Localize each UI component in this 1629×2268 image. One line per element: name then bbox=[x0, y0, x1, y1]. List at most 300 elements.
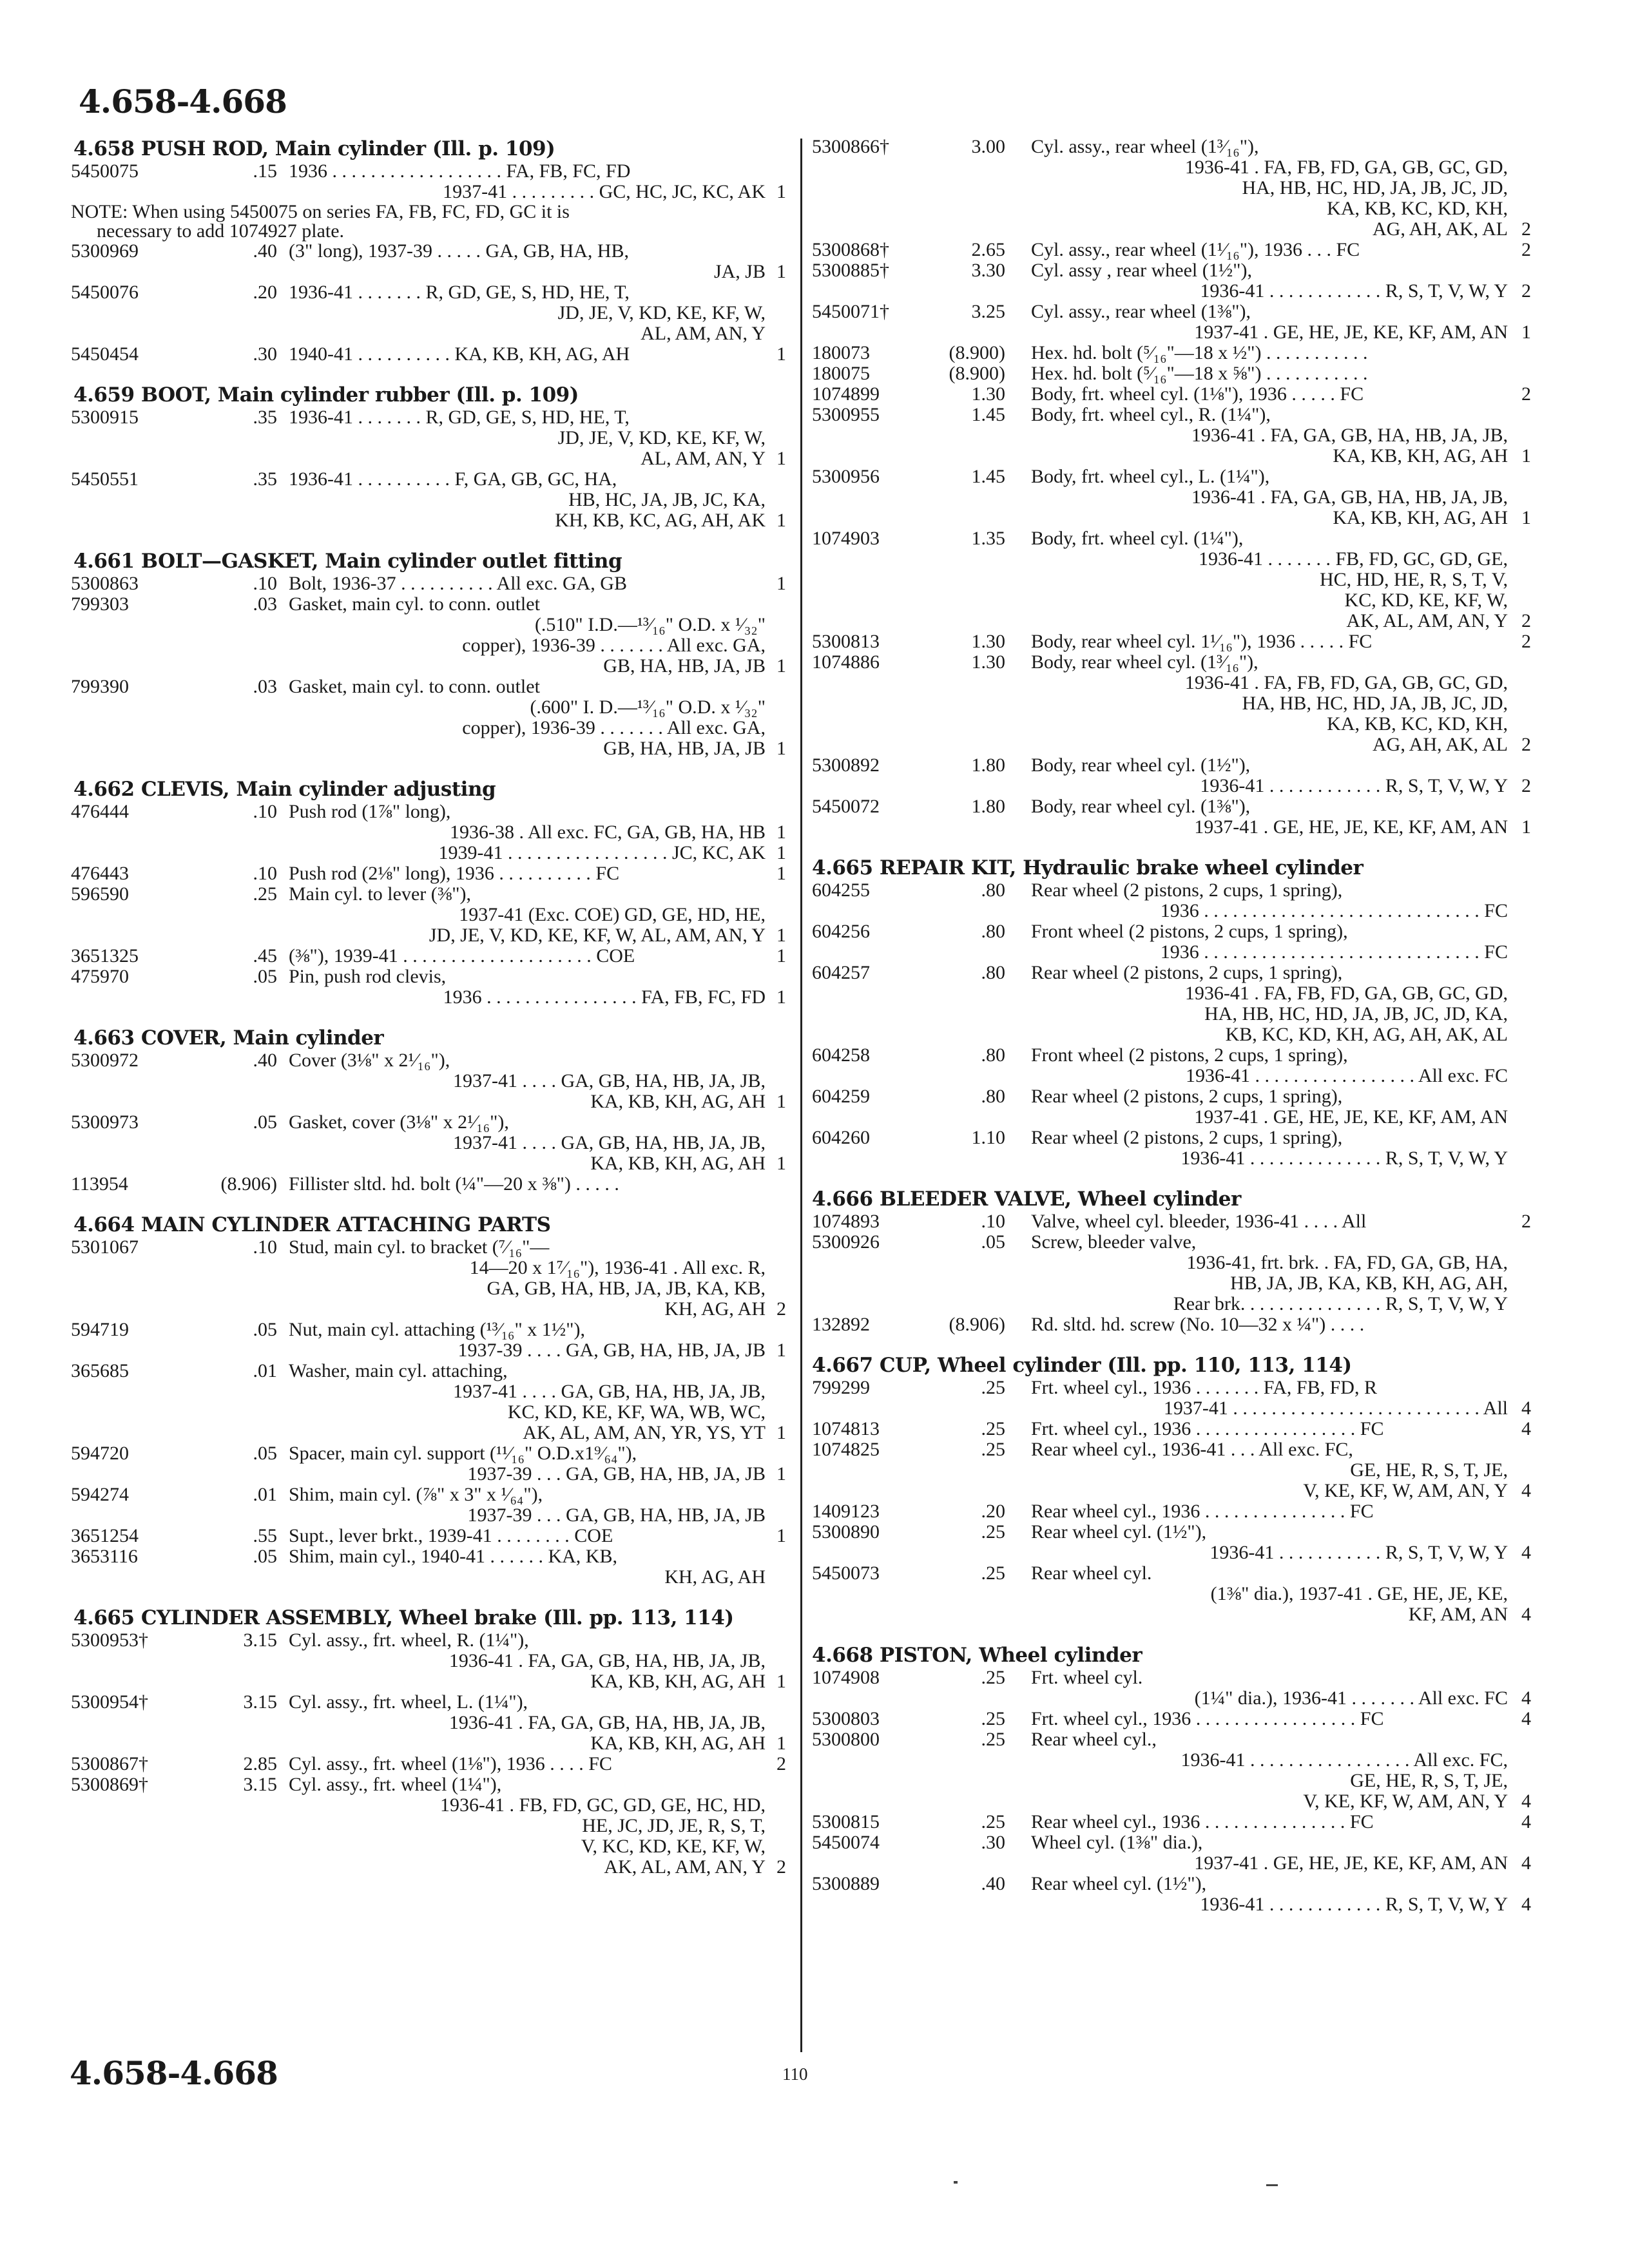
section bbox=[71, 1213, 786, 1588]
price: 1.80 bbox=[971, 796, 1005, 817]
description-line: Rear wheel cyl., 1936 . . . . . . . . . . . . . . . FC bbox=[1031, 1501, 1374, 1522]
list-item bbox=[812, 405, 1534, 466]
part-number: 5300954† bbox=[71, 1691, 148, 1713]
list-item bbox=[812, 1232, 1534, 1314]
description-line: JD, JE, V, KD, KE, KF, W, AL, AM, AN, Y bbox=[429, 925, 766, 946]
part-number: 604259 bbox=[812, 1086, 870, 1107]
quantity: 1 bbox=[776, 842, 786, 863]
list-item bbox=[812, 1211, 1534, 1232]
part-number: 1074825 bbox=[812, 1439, 880, 1460]
description-line: Cyl. assy., frt. wheel, R. (1¼"), bbox=[289, 1629, 529, 1651]
description-line: Hex. hd. bolt (⁵⁄₁₆"—18 x ½") . . . . . . . . . . . bbox=[1031, 342, 1368, 363]
description bbox=[289, 241, 766, 282]
list-item bbox=[812, 1563, 1534, 1625]
description bbox=[289, 1237, 766, 1320]
quantity: 1 bbox=[776, 510, 786, 531]
section-gap bbox=[71, 1008, 786, 1026]
description bbox=[1031, 1211, 1508, 1232]
description-line: Frt. wheel cyl., 1936 . . . . . . . FA, FB, FD, R bbox=[1031, 1377, 1377, 1398]
section-gap bbox=[71, 1195, 786, 1213]
quantity: 1 bbox=[776, 573, 786, 594]
list-item bbox=[71, 1320, 786, 1361]
description-line: 1936-41 . FA, GA, GB, HA, HB, JA, JB, bbox=[448, 1650, 766, 1671]
price: (8.906) bbox=[949, 1314, 1005, 1335]
description-line: Fillister sltd. hd. bolt (¼"—20 x ⅜") . . . . . bbox=[289, 1173, 619, 1195]
quantity: 1 bbox=[776, 181, 786, 202]
description-line: 1937-39 . . . GA, GB, HA, HB, JA, JB bbox=[467, 1463, 766, 1485]
part-number: 5300969 bbox=[71, 240, 139, 262]
description-line: Rear wheel (2 pistons, 2 cups, 1 spring), bbox=[1031, 1127, 1343, 1148]
part-number: 5300869† bbox=[71, 1774, 148, 1795]
section-header: 4.663 COVER, Main cylinder bbox=[73, 1026, 384, 1050]
part-number: 5300889 bbox=[812, 1873, 880, 1894]
section bbox=[71, 549, 786, 759]
list-item bbox=[71, 1237, 786, 1320]
page-title: 4.658-4.668 bbox=[79, 82, 287, 120]
list-item bbox=[71, 1754, 786, 1774]
description bbox=[289, 1630, 766, 1692]
list-item bbox=[71, 863, 786, 884]
description-line: Washer, main cyl. attaching, bbox=[289, 1360, 508, 1381]
section bbox=[812, 856, 1534, 1169]
quantity: 1 bbox=[776, 1422, 786, 1443]
description-line: Rear wheel cyl., bbox=[1031, 1729, 1157, 1750]
section-header: 4.661 BOLT—GASKET, Main cylinder outlet fitting bbox=[73, 550, 622, 573]
section-header: 4.664 MAIN CYLINDER ATTACHING PARTS bbox=[73, 1213, 551, 1236]
description-line: Valve, wheel cyl. bleeder, 1936-41 . . . . All bbox=[1031, 1211, 1367, 1232]
description-line: Body, frt. wheel cyl. (1¼"), bbox=[1031, 528, 1244, 549]
price: 3.30 bbox=[971, 260, 1005, 281]
section-gap bbox=[71, 365, 786, 383]
list-item bbox=[812, 1709, 1534, 1729]
part-number: 5300892 bbox=[812, 754, 880, 776]
description-line: Body, frt. wheel cyl., R. (1¼"), bbox=[1031, 404, 1271, 425]
list-item bbox=[71, 1546, 786, 1588]
list-item bbox=[812, 1832, 1534, 1874]
quantity: 2 bbox=[776, 1298, 786, 1320]
description bbox=[289, 1443, 766, 1485]
description-line: HA, HB, HC, HD, JA, JB, JC, JD, KA, bbox=[1204, 1003, 1508, 1024]
quantity: 1 bbox=[776, 822, 786, 843]
price: (8.900) bbox=[949, 363, 1005, 384]
description-line: 1936-41 . FA, GA, GB, HA, HB, JA, JB, bbox=[448, 1712, 766, 1733]
description-line: 1937-41 . GE, HE, JE, KE, KF, AM, AN bbox=[1194, 322, 1508, 343]
scan-speck bbox=[1266, 2184, 1278, 2186]
description-line: GA, GB, HA, HB, JA, JB, KA, KB, bbox=[487, 1278, 766, 1299]
description bbox=[289, 407, 766, 469]
list-item bbox=[812, 466, 1534, 528]
description-line: 1936 . . . . . . . . . . . . . . . . FA, FB, FC, FD bbox=[443, 986, 766, 1008]
description bbox=[289, 1774, 766, 1878]
price: .45 bbox=[253, 945, 277, 966]
list-item bbox=[812, 1501, 1534, 1522]
quantity: 1 bbox=[776, 1671, 786, 1692]
quantity: 4 bbox=[1521, 1791, 1531, 1812]
description-line: HB, HC, JA, JB, JC, KA, bbox=[568, 489, 766, 510]
description-line: 1936-41 . FA, FB, FD, GA, GB, GC, GD, bbox=[1184, 157, 1508, 178]
description-line: Rear wheel cyl., 1936 . . . . . . . . . . . . . . . FC bbox=[1031, 1811, 1374, 1832]
price: .25 bbox=[981, 1418, 1005, 1439]
part-number: 604260 bbox=[812, 1127, 870, 1148]
part-number: 5450551 bbox=[71, 468, 139, 490]
part-number: 476443 bbox=[71, 863, 129, 884]
description-line: 1937-41 . GE, HE, JE, KE, KF, AM, AN bbox=[1194, 816, 1508, 838]
list-item bbox=[812, 1314, 1534, 1335]
part-number: 799303 bbox=[71, 593, 129, 615]
description bbox=[1031, 343, 1508, 363]
part-number: 5450071† bbox=[812, 301, 889, 322]
description-line: 14—20 x 1⁷⁄₁₆"), 1936-41 . All exc. R, bbox=[469, 1257, 766, 1278]
description-line: Body, frt. wheel cyl., L. (1¼"), bbox=[1031, 466, 1270, 487]
part-number: 180075 bbox=[812, 363, 870, 384]
quantity: 2 bbox=[1521, 239, 1531, 260]
list-item bbox=[812, 755, 1534, 796]
part-number: 604258 bbox=[812, 1044, 870, 1066]
description-line: KA, KB, KH, AG, AH bbox=[1333, 507, 1508, 528]
description-line: 1936-41 . FA, FB, FD, GA, GB, GC, GD, bbox=[1184, 672, 1508, 693]
description-line: Rear wheel cyl. (1½"), bbox=[1031, 1521, 1207, 1542]
description-line: Rear brk. . . . . . . . . . . . . . . R, S, T, V, W, Y bbox=[1173, 1293, 1508, 1314]
description bbox=[1031, 921, 1508, 963]
description-line: copper), 1936-39 . . . . . . . All exc. GA, bbox=[462, 717, 766, 738]
price: .15 bbox=[253, 160, 277, 182]
section-header: 4.665 REPAIR KIT, Hydraulic brake wheel cylinder bbox=[812, 856, 1364, 879]
description-line: Bolt, 1936-37 . . . . . . . . . . All exc. GA, GB bbox=[289, 573, 627, 594]
quantity: 4 bbox=[1521, 1418, 1531, 1439]
description bbox=[289, 1050, 766, 1112]
description-line: KA, KB, KH, AG, AH bbox=[590, 1671, 766, 1692]
part-number: 1409123 bbox=[812, 1501, 880, 1522]
description-line: AG, AH, AK, AL bbox=[1372, 218, 1508, 240]
part-number: 1074899 bbox=[812, 383, 880, 405]
description bbox=[289, 884, 766, 946]
quantity: 1 bbox=[776, 1340, 786, 1361]
list-item bbox=[71, 677, 786, 759]
description bbox=[1031, 796, 1508, 838]
price: .40 bbox=[253, 1050, 277, 1071]
description-line: Screw, bleeder valve, bbox=[1031, 1231, 1197, 1253]
description-line: 1936-41 . . . . . . . . . . . . R, S, T, V, W, Y bbox=[1200, 280, 1508, 302]
list-item bbox=[812, 240, 1534, 260]
price: .35 bbox=[253, 468, 277, 490]
description bbox=[289, 594, 766, 677]
part-number: 5450072 bbox=[812, 796, 880, 817]
section bbox=[812, 137, 1534, 838]
description bbox=[1031, 1667, 1508, 1709]
quantity: 1 bbox=[776, 261, 786, 282]
description-line: Cyl. assy., rear wheel (1³⁄₁₆"), bbox=[1031, 136, 1259, 157]
note-line: necessary to add 1074927 plate. bbox=[97, 220, 345, 242]
quantity: 1 bbox=[776, 448, 786, 469]
description-line: Shim, main cyl. (⅞" x 3" x ¹⁄₆₄"), bbox=[289, 1484, 543, 1505]
description-line: Shim, main cyl., 1940-41 . . . . . . KA, KB, bbox=[289, 1546, 617, 1567]
description-line: 1936-41, frt. brk. . FA, FD, GA, GB, HA, bbox=[1186, 1252, 1508, 1273]
description bbox=[289, 573, 766, 594]
part-number: 604256 bbox=[812, 921, 870, 942]
list-item bbox=[71, 282, 786, 344]
price: .25 bbox=[981, 1708, 1005, 1729]
list-item bbox=[71, 1443, 786, 1485]
part-number: 1074886 bbox=[812, 651, 880, 673]
price: .05 bbox=[253, 966, 277, 987]
description-line: 1937-39 . . . . GA, GB, HA, HB, JA, JB bbox=[458, 1340, 766, 1361]
quantity: 1 bbox=[776, 1091, 786, 1112]
description-line: JD, JE, V, KD, KE, KF, W, bbox=[557, 427, 766, 448]
description-line: V, KE, KF, W, AM, AN, Y bbox=[1303, 1791, 1508, 1812]
description-line: Frt. wheel cyl., 1936 . . . . . . . . . . . . . . . . . FC bbox=[1031, 1708, 1384, 1729]
description bbox=[1031, 528, 1508, 631]
description bbox=[1031, 1045, 1508, 1086]
description bbox=[1031, 1832, 1508, 1874]
part-number: 5300953† bbox=[71, 1629, 148, 1651]
description bbox=[1031, 1314, 1508, 1335]
description-line: Front wheel (2 pistons, 2 cups, 1 spring), bbox=[1031, 921, 1348, 942]
price: .05 bbox=[253, 1111, 277, 1133]
description-line: Gasket, main cyl. to conn. outlet bbox=[289, 676, 540, 697]
price: .25 bbox=[981, 1521, 1005, 1542]
list-item bbox=[812, 1667, 1534, 1709]
part-number: 5450074 bbox=[812, 1832, 880, 1853]
description bbox=[1031, 1439, 1508, 1501]
part-number: 1074903 bbox=[812, 528, 880, 549]
description bbox=[1031, 1563, 1508, 1625]
list-item bbox=[812, 1812, 1534, 1832]
list-item bbox=[812, 363, 1534, 384]
description-line: Rear wheel cyl. (1½"), bbox=[1031, 1873, 1207, 1894]
description-line: JD, JE, V, KD, KE, KF, W, bbox=[557, 302, 766, 323]
price: .10 bbox=[253, 573, 277, 594]
part-number: 132892 bbox=[812, 1314, 870, 1335]
description-line: (1⅜" dia.), 1937-41 . GE, HE, JE, KE, bbox=[1210, 1583, 1508, 1604]
quantity: 1 bbox=[776, 986, 786, 1008]
description-line: Rear wheel cyl. bbox=[1031, 1562, 1152, 1584]
list-item bbox=[71, 1774, 786, 1878]
quantity: 1 bbox=[776, 343, 786, 365]
quantity: 4 bbox=[1521, 1894, 1531, 1915]
price: 1.35 bbox=[971, 528, 1005, 549]
part-number: 113954 bbox=[71, 1173, 128, 1195]
part-number: 5300866† bbox=[812, 136, 889, 157]
price: .25 bbox=[981, 1729, 1005, 1750]
description-line: Rear wheel (2 pistons, 2 cups, 1 spring), bbox=[1031, 962, 1343, 983]
price: .25 bbox=[981, 1377, 1005, 1398]
section bbox=[812, 1353, 1534, 1625]
description-line: 1939-41 . . . . . . . . . . . . . . . . . JC, KC, AK bbox=[438, 842, 766, 863]
description-line: Cyl. assy., rear wheel (1¹⁄₁₆"), 1936 . . . FC bbox=[1031, 239, 1360, 260]
part-number: 3651254 bbox=[71, 1525, 139, 1546]
part-number: 594720 bbox=[71, 1443, 129, 1464]
list-item bbox=[71, 469, 786, 531]
description-line: 1937-41 . . . . GA, GB, HA, HB, JA, JB, bbox=[452, 1070, 766, 1091]
description-line: GB, HA, HB, JA, JB bbox=[603, 655, 766, 677]
description-line: 1937-39 . . . GA, GB, HA, HB, JA, JB bbox=[467, 1504, 766, 1526]
part-number: 5300863 bbox=[71, 573, 139, 594]
quantity: 4 bbox=[1521, 1398, 1531, 1419]
description-line: Gasket, cover (3⅛" x 2¹⁄₁₆"), bbox=[289, 1111, 509, 1133]
description-line: Main cyl. to lever (⅜"), bbox=[289, 883, 471, 905]
price: .10 bbox=[253, 801, 277, 822]
price: 1.30 bbox=[971, 383, 1005, 405]
price: .80 bbox=[981, 921, 1005, 942]
description bbox=[1031, 1419, 1508, 1439]
section-gap bbox=[812, 1335, 1534, 1353]
description-line: 1936 . . . . . . . . . . . . . . . . . . . . . . . . . . . . . FC bbox=[1160, 900, 1508, 921]
part-number: 5300973 bbox=[71, 1111, 139, 1133]
price: .03 bbox=[253, 593, 277, 615]
quantity: 1 bbox=[776, 863, 786, 884]
description bbox=[289, 677, 766, 759]
part-number: 5300813 bbox=[812, 631, 880, 652]
quantity: 4 bbox=[1521, 1852, 1531, 1874]
quantity: 4 bbox=[1521, 1811, 1531, 1832]
price: 2.65 bbox=[971, 239, 1005, 260]
list-item bbox=[71, 884, 786, 946]
quantity: 2 bbox=[1521, 610, 1531, 631]
quantity: 1 bbox=[776, 738, 786, 759]
price: 3.00 bbox=[971, 136, 1005, 157]
description-line: KH, AG, AH bbox=[664, 1566, 766, 1588]
list-item bbox=[812, 302, 1534, 343]
description-line: Rear wheel (2 pistons, 2 cups, 1 spring), bbox=[1031, 1086, 1343, 1107]
description-line: Cyl. assy., rear wheel (1⅜"), bbox=[1031, 301, 1251, 322]
quantity: 4 bbox=[1521, 1708, 1531, 1729]
quantity: 4 bbox=[1521, 1604, 1531, 1625]
description-line: GE, HE, R, S, T, JE, bbox=[1350, 1459, 1508, 1481]
part-number: 594274 bbox=[71, 1484, 129, 1505]
description-line: 1936-41 . . . . . . . R, GD, GE, S, HD, HE, T, bbox=[289, 407, 630, 428]
price: .25 bbox=[981, 1811, 1005, 1832]
price: 1.30 bbox=[971, 651, 1005, 673]
description bbox=[289, 1485, 766, 1526]
description-line: Supt., lever brkt., 1939-41 . . . . . . . . COE bbox=[289, 1525, 613, 1546]
part-number: 476444 bbox=[71, 801, 129, 822]
description-line: V, KE, KF, W, AM, AN, Y bbox=[1303, 1480, 1508, 1501]
price: .03 bbox=[253, 676, 277, 697]
price: (8.906) bbox=[220, 1173, 277, 1195]
description-line: 1936-41 . FA, GA, GB, HA, HB, JA, JB, bbox=[1191, 486, 1508, 508]
quantity: 1 bbox=[776, 1153, 786, 1174]
part-number: 180073 bbox=[812, 342, 870, 363]
part-number: 604257 bbox=[812, 962, 870, 983]
price: .40 bbox=[253, 240, 277, 262]
description-line: HA, HB, HC, HD, JA, JB, JC, JD, bbox=[1242, 177, 1508, 198]
section-header: 4.658 PUSH ROD, Main cylinder (Ill. p. 109) bbox=[73, 137, 555, 160]
part-number: 475970 bbox=[71, 966, 129, 987]
description-line: (1¼" dia.), 1936-41 . . . . . . . All exc. FC bbox=[1194, 1687, 1508, 1709]
description bbox=[1031, 405, 1508, 466]
price: .05 bbox=[253, 1546, 277, 1567]
description-line: 1936-41 . . . . . . . . . . . R, S, T, V, W, Y bbox=[1210, 1542, 1508, 1563]
description-line: KF, AM, AN bbox=[1408, 1604, 1508, 1625]
part-number: 1074813 bbox=[812, 1418, 880, 1439]
list-item bbox=[71, 966, 786, 1008]
description-line: 1937-41 . . . . . . . . . . . . . . . . . . . . . . . . . . All bbox=[1163, 1398, 1508, 1419]
price: 3.15 bbox=[243, 1774, 277, 1795]
description-line: Body, frt. wheel cyl. (1⅛"), 1936 . . . . . FC bbox=[1031, 383, 1364, 405]
part-number: 3653116 bbox=[71, 1546, 138, 1567]
description bbox=[1031, 631, 1508, 652]
price: 1.30 bbox=[971, 631, 1005, 652]
list-item bbox=[71, 1050, 786, 1112]
list-item bbox=[71, 1630, 786, 1692]
description-line: HE, JC, JD, JE, R, S, T, bbox=[582, 1815, 766, 1836]
section-gap bbox=[812, 1625, 1534, 1643]
section bbox=[71, 1606, 786, 1878]
price: .10 bbox=[253, 1236, 277, 1258]
price: .05 bbox=[253, 1443, 277, 1464]
description bbox=[289, 1754, 766, 1774]
list-item bbox=[71, 344, 786, 365]
description-line: KA, KB, KH, AG, AH bbox=[1333, 445, 1508, 466]
description-line: 1936-41 . FA, FB, FD, GA, GB, GC, GD, bbox=[1184, 983, 1508, 1004]
list-item bbox=[812, 1522, 1534, 1563]
list-item bbox=[71, 407, 786, 469]
note-line: NOTE: When using 5450075 on series FA, FB, FC, FD, GC it is bbox=[71, 201, 570, 222]
description-line: copper), 1936-39 . . . . . . . All exc. GA, bbox=[462, 635, 766, 656]
description-line: KA, KB, KH, AG, AH bbox=[590, 1733, 766, 1754]
price: 1.45 bbox=[971, 404, 1005, 425]
list-item bbox=[71, 1174, 786, 1195]
list-item bbox=[812, 880, 1534, 921]
description-line: Body, rear wheel cyl. (1⅜"), bbox=[1031, 796, 1251, 817]
description-line: Cyl. assy., frt. wheel (1⅛"), 1936 . . . . FC bbox=[289, 1753, 612, 1774]
part-number: 5300800 bbox=[812, 1729, 880, 1750]
list-item bbox=[71, 1112, 786, 1174]
list-item bbox=[71, 946, 786, 966]
description-line: KA, KB, KC, KD, KH, bbox=[1327, 713, 1508, 735]
description bbox=[289, 1692, 766, 1754]
price: 1.10 bbox=[971, 1127, 1005, 1148]
description-line: Body, rear wheel cyl. 1¹⁄₁₆"), 1936 . . . . . FC bbox=[1031, 631, 1373, 652]
list-item bbox=[71, 161, 786, 202]
right-column bbox=[812, 137, 1534, 1915]
section-header: 4.668 PISTON, Wheel cylinder bbox=[812, 1644, 1142, 1667]
quantity: 2 bbox=[1521, 775, 1531, 796]
description bbox=[1031, 880, 1508, 921]
description bbox=[289, 344, 766, 365]
part-number: 1074908 bbox=[812, 1667, 880, 1688]
column-divider bbox=[800, 139, 802, 2052]
description-line: 1937-41 (Exc. COE) GD, GE, HD, HE, bbox=[459, 904, 766, 925]
description-line: KH, AG, AH bbox=[664, 1298, 766, 1320]
price: .10 bbox=[253, 863, 277, 884]
list-item bbox=[71, 1692, 786, 1754]
description bbox=[289, 161, 766, 202]
price: .40 bbox=[981, 1873, 1005, 1894]
description bbox=[1031, 755, 1508, 796]
list-item bbox=[812, 137, 1534, 240]
price: 3.25 bbox=[971, 301, 1005, 322]
description-line: AK, AL, AM, AN, Y bbox=[1346, 610, 1508, 631]
description-line: AK, AL, AM, AN, Y bbox=[604, 1856, 766, 1878]
description-line: Rear wheel (2 pistons, 2 cups, 1 spring), bbox=[1031, 879, 1343, 901]
quantity: 1 bbox=[776, 1525, 786, 1546]
description-line: HA, HB, HC, HD, JA, JB, JC, JD, bbox=[1242, 693, 1508, 714]
part-number: 5300885† bbox=[812, 260, 889, 281]
quantity: 1 bbox=[1521, 322, 1531, 343]
left-column bbox=[71, 137, 786, 1878]
price: .20 bbox=[253, 282, 277, 303]
description-line: Wheel cyl. (1⅜" dia.), bbox=[1031, 1832, 1203, 1853]
description bbox=[1031, 963, 1508, 1045]
description-line: Frt. wheel cyl., 1936 . . . . . . . . . . . . . . . . . FC bbox=[1031, 1418, 1384, 1439]
section-header: 4.659 BOOT, Main cylinder rubber (Ill. p. 109) bbox=[73, 383, 579, 407]
quantity: 2 bbox=[776, 1856, 786, 1878]
list-item bbox=[812, 1378, 1534, 1419]
list-item bbox=[812, 652, 1534, 755]
price: .25 bbox=[981, 1562, 1005, 1584]
description-line: 1936-41 . . . . . . . FB, FD, GC, GD, GE, bbox=[1198, 548, 1508, 570]
